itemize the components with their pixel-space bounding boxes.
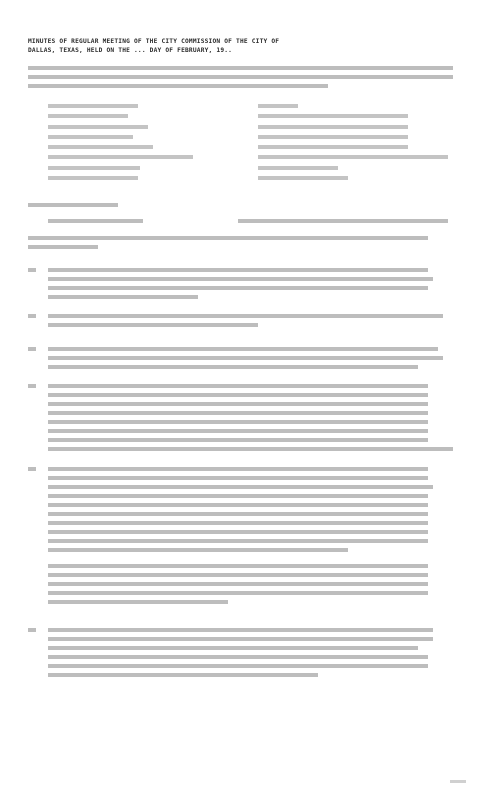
item-4 bbox=[28, 384, 458, 458]
document-title: MINUTES OF REGULAR MEETING OF THE CITY COMMISSION OF THE CITY OF DALLAS, TEXAS, HELD ON THE ... DAY OF FEBRUARY, 19.. bbox=[28, 38, 280, 54]
item-6 bbox=[28, 628, 458, 676]
attendance-roster bbox=[48, 104, 458, 186]
item-3 bbox=[28, 347, 458, 375]
page-number bbox=[450, 780, 466, 783]
absent-block bbox=[28, 203, 458, 227]
roster-names bbox=[48, 104, 198, 186]
preamble bbox=[28, 66, 458, 96]
roster-titles bbox=[258, 104, 458, 186]
business-intro bbox=[28, 236, 458, 256]
item-2 bbox=[28, 314, 458, 334]
item-5-continued bbox=[28, 591, 458, 611]
item-5 bbox=[28, 467, 458, 587]
item-1 bbox=[28, 268, 458, 304]
